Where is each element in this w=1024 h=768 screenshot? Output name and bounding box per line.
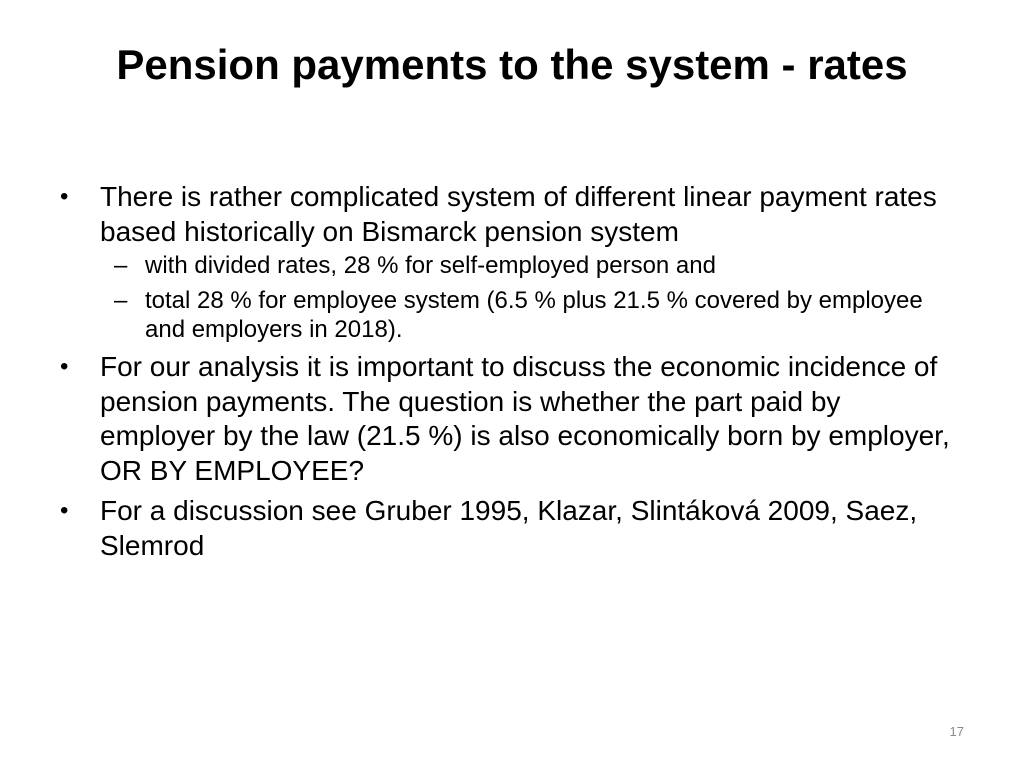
page-number: 17: [949, 724, 964, 739]
dash-icon: –: [114, 287, 128, 314]
bullet-item: [60, 180, 960, 344]
bullet-item: [60, 350, 960, 488]
bullet-icon: •: [60, 497, 69, 524]
bullet-text: There is rather complicated system of different linear payment rates based historically on Bismarck pension system: [100, 181, 937, 247]
bullet-list: [60, 180, 960, 569]
bullet-icon: •: [60, 353, 69, 380]
dash-icon: –: [114, 252, 128, 279]
bullet-icon: •: [60, 183, 69, 210]
sub-bullet-text: with divided rates, 28 % for self-employed person and: [145, 252, 716, 279]
sub-bullet-item: [100, 251, 960, 280]
bullet-item: [60, 494, 960, 563]
sub-bullet-list: [100, 251, 960, 344]
slide-title: Pension payments to the system - rates: [116, 41, 908, 88]
sub-bullet-text: total 28 % for employee system (6.5 % plus 21.5 % covered by employee and employers in 2018).: [145, 287, 923, 343]
bullet-text: For our analysis it is important to discuss the economic incidence of pension payments. The question is whether the part paid by employer by the law (21.5 %) is also economically born by employer, OR BY EMPLOYEE?: [100, 351, 950, 486]
bullet-text: For a discussion see Gruber 1995, Klazar, Slintáková 2009, Saez, Slemrod: [100, 495, 918, 561]
sub-bullet-item: [100, 286, 960, 344]
